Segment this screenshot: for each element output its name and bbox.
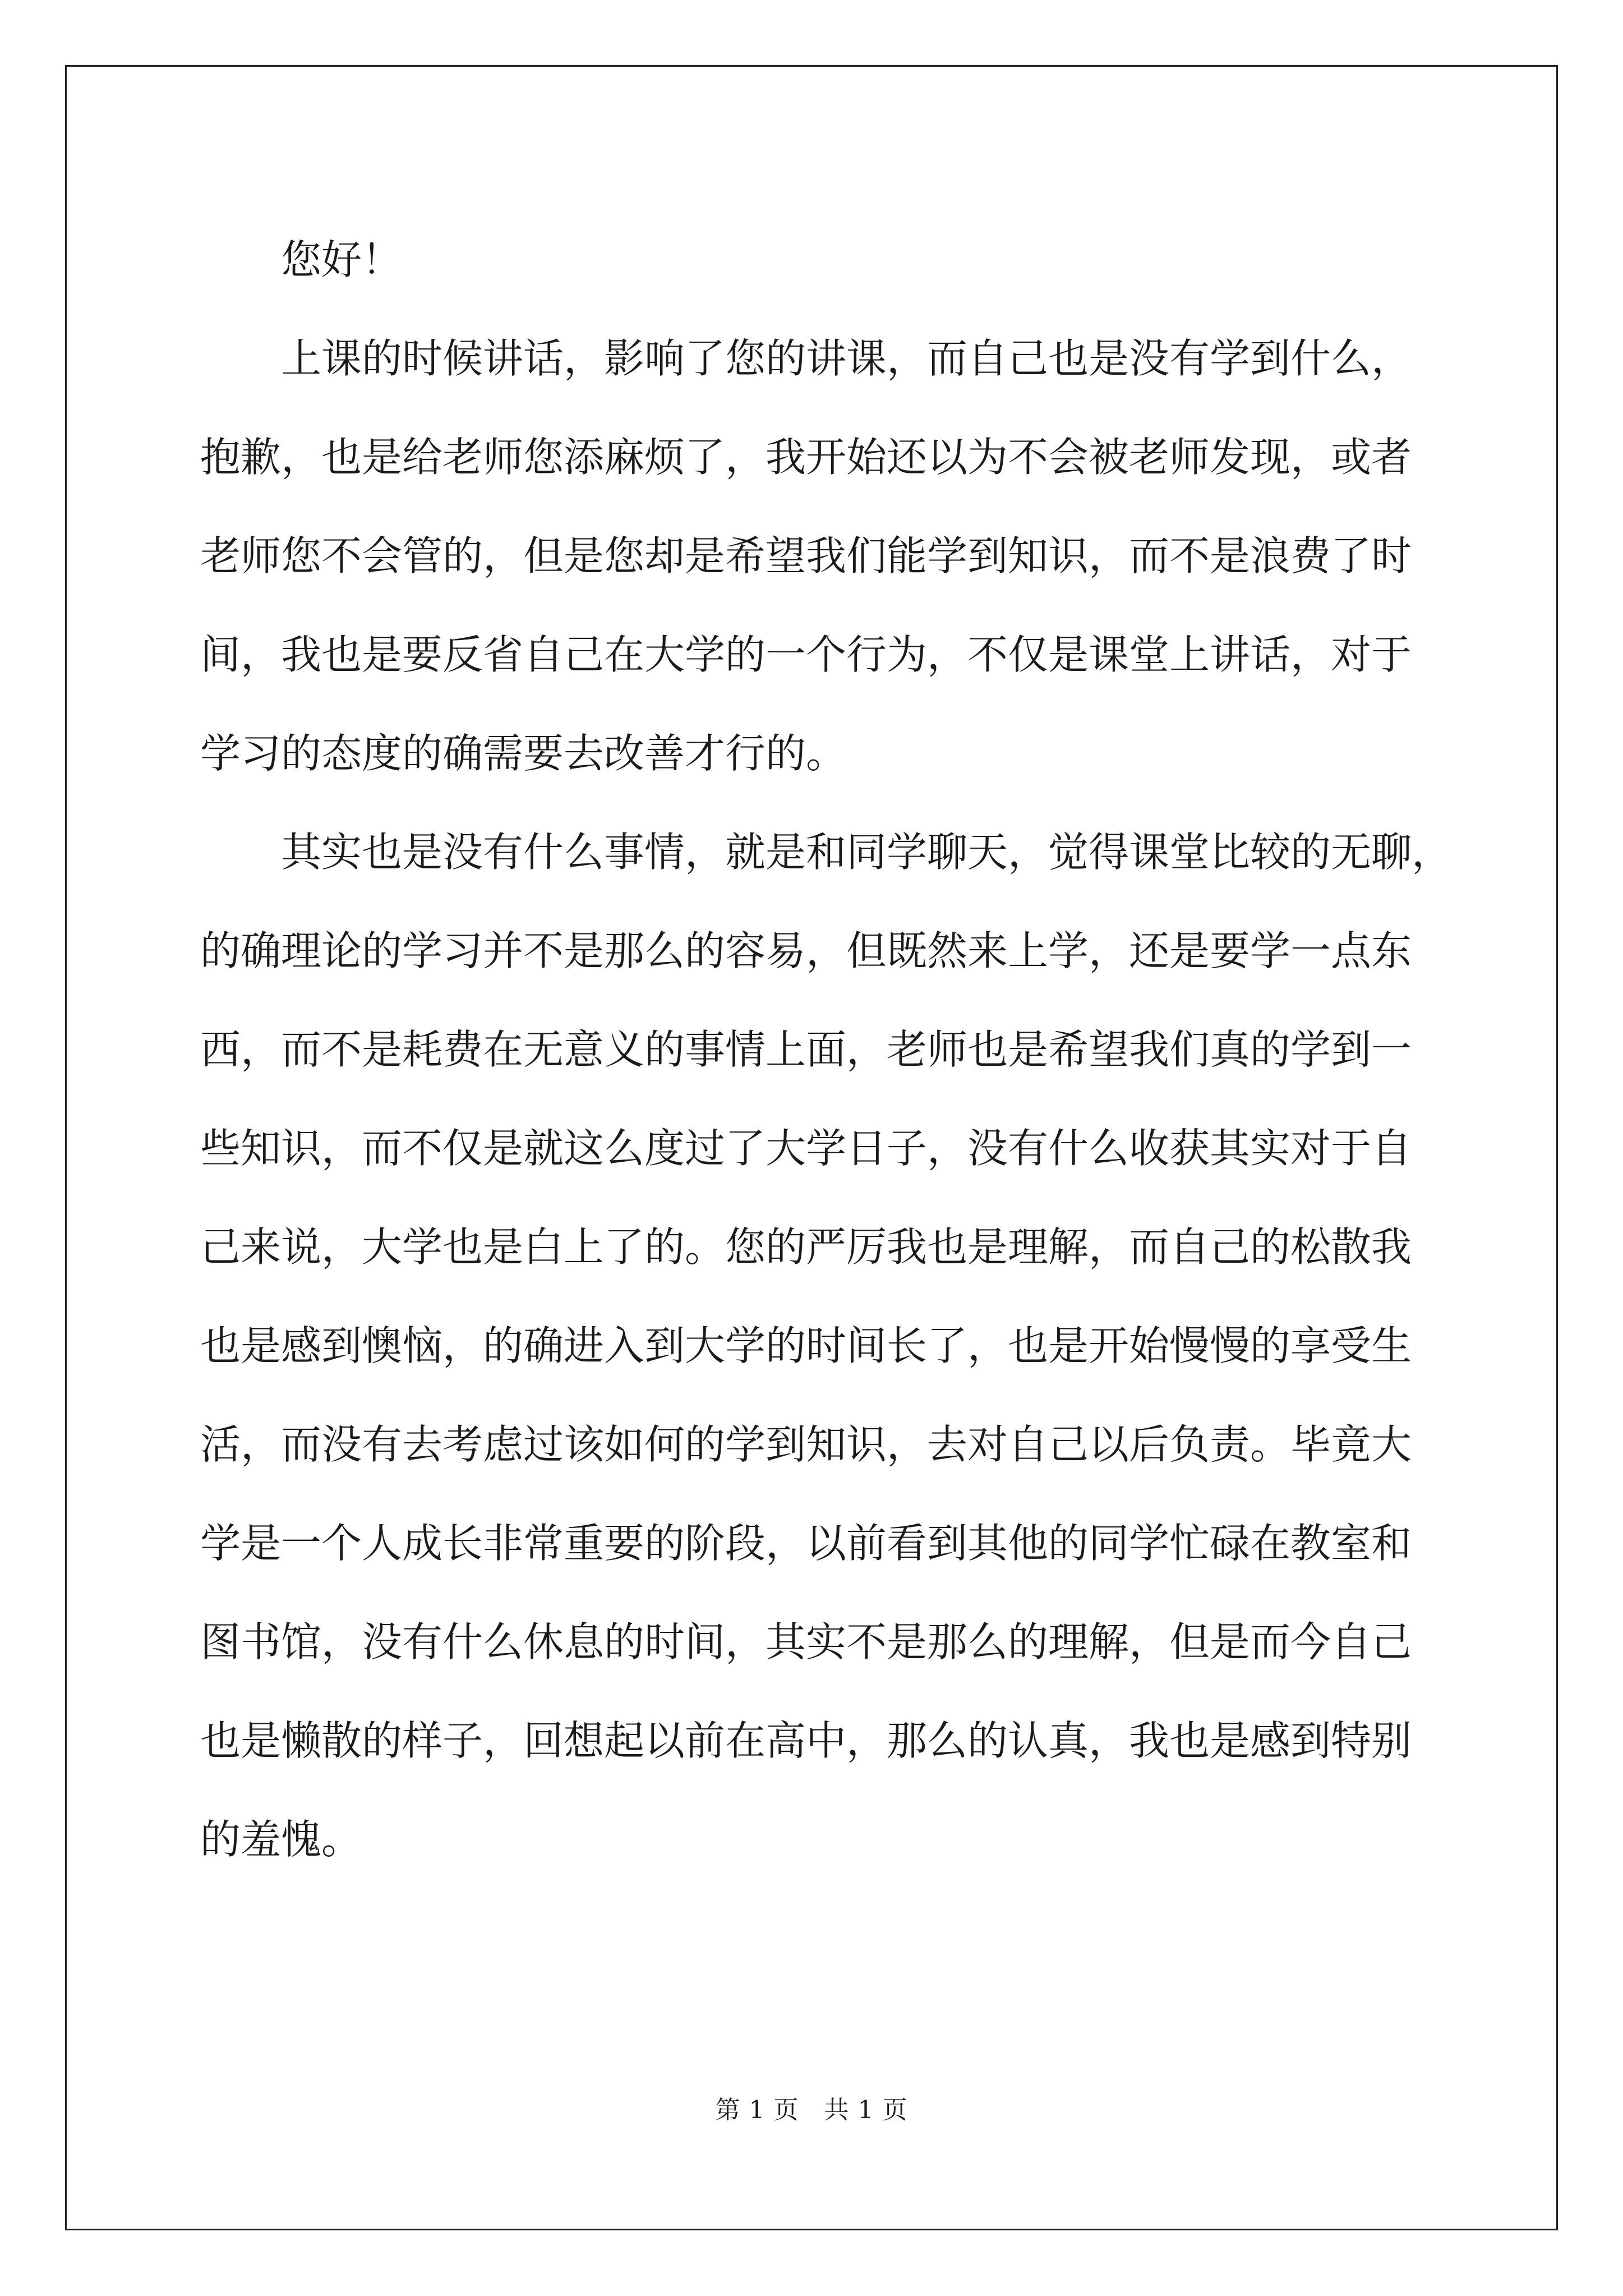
paragraph-line: 学习的态度的确需要去改善才行的。	[200, 730, 847, 777]
paragraph-line: 些知识，而不仅是就这么度过了大学日子，没有什么收获其实对于自	[200, 1125, 1412, 1172]
page-number-footer: 第 1 页 共 1 页	[715, 2096, 908, 2124]
paragraph-line: 也是感到懊恼，的确进入到大学的时间长了，也是开始慢慢的享受生	[200, 1322, 1412, 1369]
document-body	[200, 210, 1453, 1889]
paragraph-line: 的羞愧。	[200, 1816, 362, 1863]
paragraph-2	[200, 803, 1453, 1889]
paragraph-line: 间，我也是要反省自己在大学的一个行为，不仅是课堂上讲话，对于	[200, 631, 1412, 678]
paragraph-line: 老师您不会管的，但是您却是希望我们能学到知识，而不是浪费了时	[200, 532, 1412, 579]
greeting: 您好！	[281, 236, 403, 283]
paragraph-line: 活，而没有去考虑过该如何的学到知识，去对自己以后负责。毕竟大	[200, 1421, 1412, 1468]
paragraph-line: 抱歉，也是给老师您添麻烦了，我开始还以为不会被老师发现，或者	[200, 434, 1412, 481]
paragraph-line: 西，而不是耗费在无意义的事情上面，老师也是希望我们真的学到一	[200, 1026, 1412, 1073]
paragraph-line: 图书馆，没有什么休息的时间，其实不是那么的理解，但是而今自己	[200, 1618, 1412, 1665]
paragraph-line: 学是一个人成长非常重要的阶段，以前看到其他的同学忙碌在教室和	[200, 1520, 1412, 1567]
paragraph-line: 其实也是没有什么事情，就是和同学聊天，觉得课堂比较的无聊，	[281, 829, 1453, 876]
paragraph-line: 的确理论的学习并不是那么的容易，但既然来上学，还是要学一点东	[200, 927, 1412, 974]
paragraph-1	[200, 309, 1434, 803]
paragraph-line: 上课的时候讲话，影响了您的讲课，而自己也是没有学到什么，	[281, 335, 1412, 382]
paragraph-line: 己来说，大学也是白上了的。您的严厉我也是理解，而自己的松散我	[200, 1223, 1412, 1271]
paragraph-line: 也是懒散的样子，回想起以前在高中，那么的认真，我也是感到特别	[200, 1717, 1412, 1764]
